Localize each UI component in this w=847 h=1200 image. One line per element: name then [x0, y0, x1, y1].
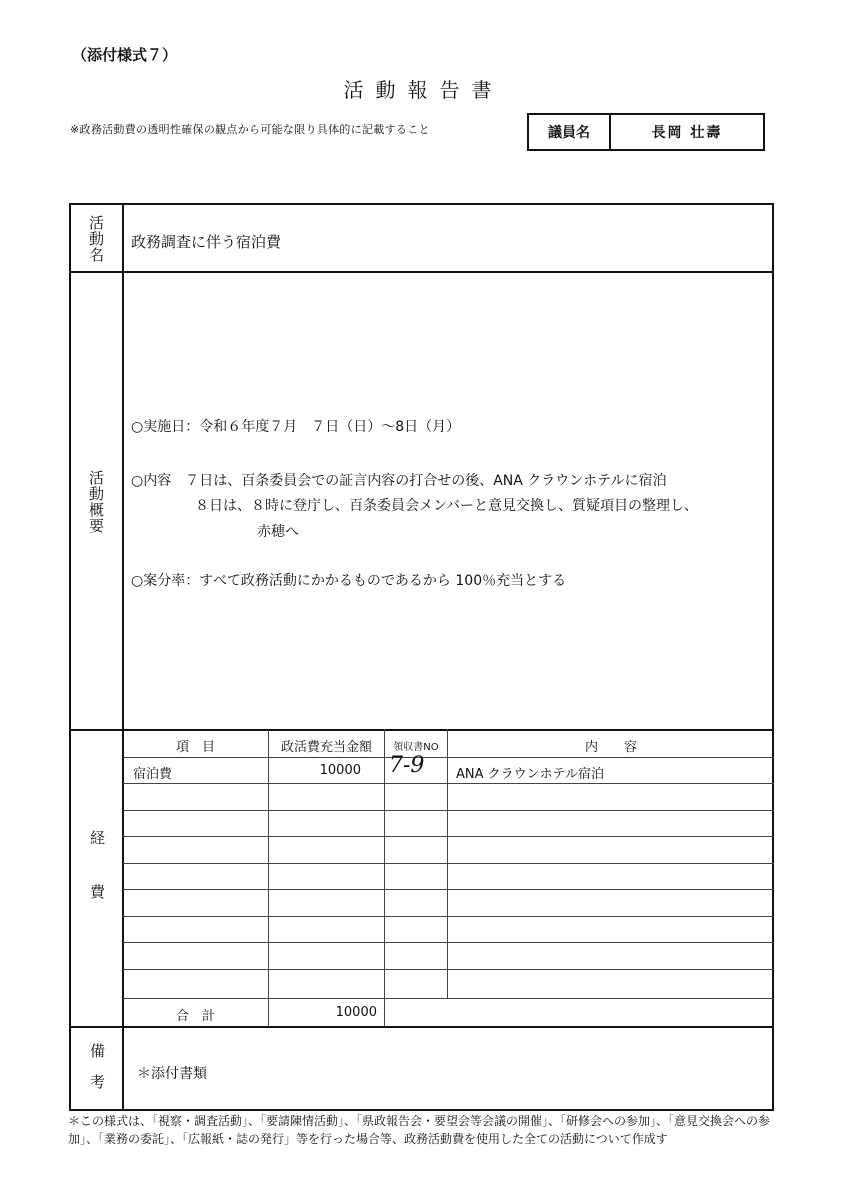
expense-content: ANA クラウンホテル宿泊: [456, 767, 604, 782]
member-label: 議員名: [529, 115, 611, 149]
member-name-box: [527, 113, 765, 151]
remarks-text: ＊添付書類: [137, 1066, 207, 1082]
form-label: （添付様式７）: [72, 46, 178, 64]
expense-receipt-no: 7-9: [389, 753, 425, 778]
column-header-amount: 政活費充当金額: [280, 740, 372, 755]
activity-summary-label: 活動概要: [87, 470, 105, 534]
member-name: 長岡 壮壽: [651, 125, 723, 141]
total-amount: 10000: [335, 1005, 377, 1020]
activity-name: 政務調査に伴う宿泊費: [131, 233, 282, 251]
row-divider: [71, 729, 772, 731]
activity-name-label: 活動名: [87, 215, 105, 263]
column-header-receipt: 領収書NO: [393, 742, 439, 753]
remarks-label-bottom: 考: [90, 1073, 106, 1091]
row-divider: [71, 271, 772, 273]
transparency-note: ※政務活動費の透明性確保の観点から可能な限り具体的に記載すること: [70, 123, 430, 136]
column-header-item: 項 目: [175, 740, 215, 755]
summary-content-line2: ８日は、８時に登庁し、百条委員会メンバーと意見交換し、質疑項目の整理し、: [195, 498, 699, 514]
summary-content-line1: ○内容 ７日は、百条委員会での証言内容の打合せの後、ANA クラウンホテルに宿泊: [131, 473, 667, 489]
row-divider: [71, 1026, 772, 1028]
expenses-label-top: 経: [90, 829, 106, 847]
footnote: ＊この様式は、「視察・調査活動」、「要請陳情活動」、「県政報告会・要望会等会議の開催」、「研修会への参加」、「意見交換会への参加」、「業務の委託」、「広報紙・誌の発行」等を行った場合等、政務活動費を使用した全ての活動について作成す: [68, 1114, 771, 1146]
summary-content-line3: 赤穂へ: [257, 524, 299, 540]
label-column-divider: [122, 205, 124, 1109]
expense-item: 宿泊費: [133, 767, 173, 782]
expense-amount: 10000: [319, 763, 361, 778]
total-label: 合 計: [175, 1009, 215, 1024]
document-title: 活動報告書: [343, 78, 504, 102]
expenses-label-bottom: 費: [90, 883, 106, 901]
report-frame: [69, 203, 774, 1111]
remarks-label-top: 備: [90, 1042, 106, 1060]
column-header-content: 内 容: [584, 740, 637, 755]
summary-allocation: ○案分率：すべて政務活動にかかるものであるから 100％充当とする: [131, 573, 567, 589]
summary-date: ○実施日：令和６年度７月 ７日（日）～8日（月）: [131, 419, 461, 435]
